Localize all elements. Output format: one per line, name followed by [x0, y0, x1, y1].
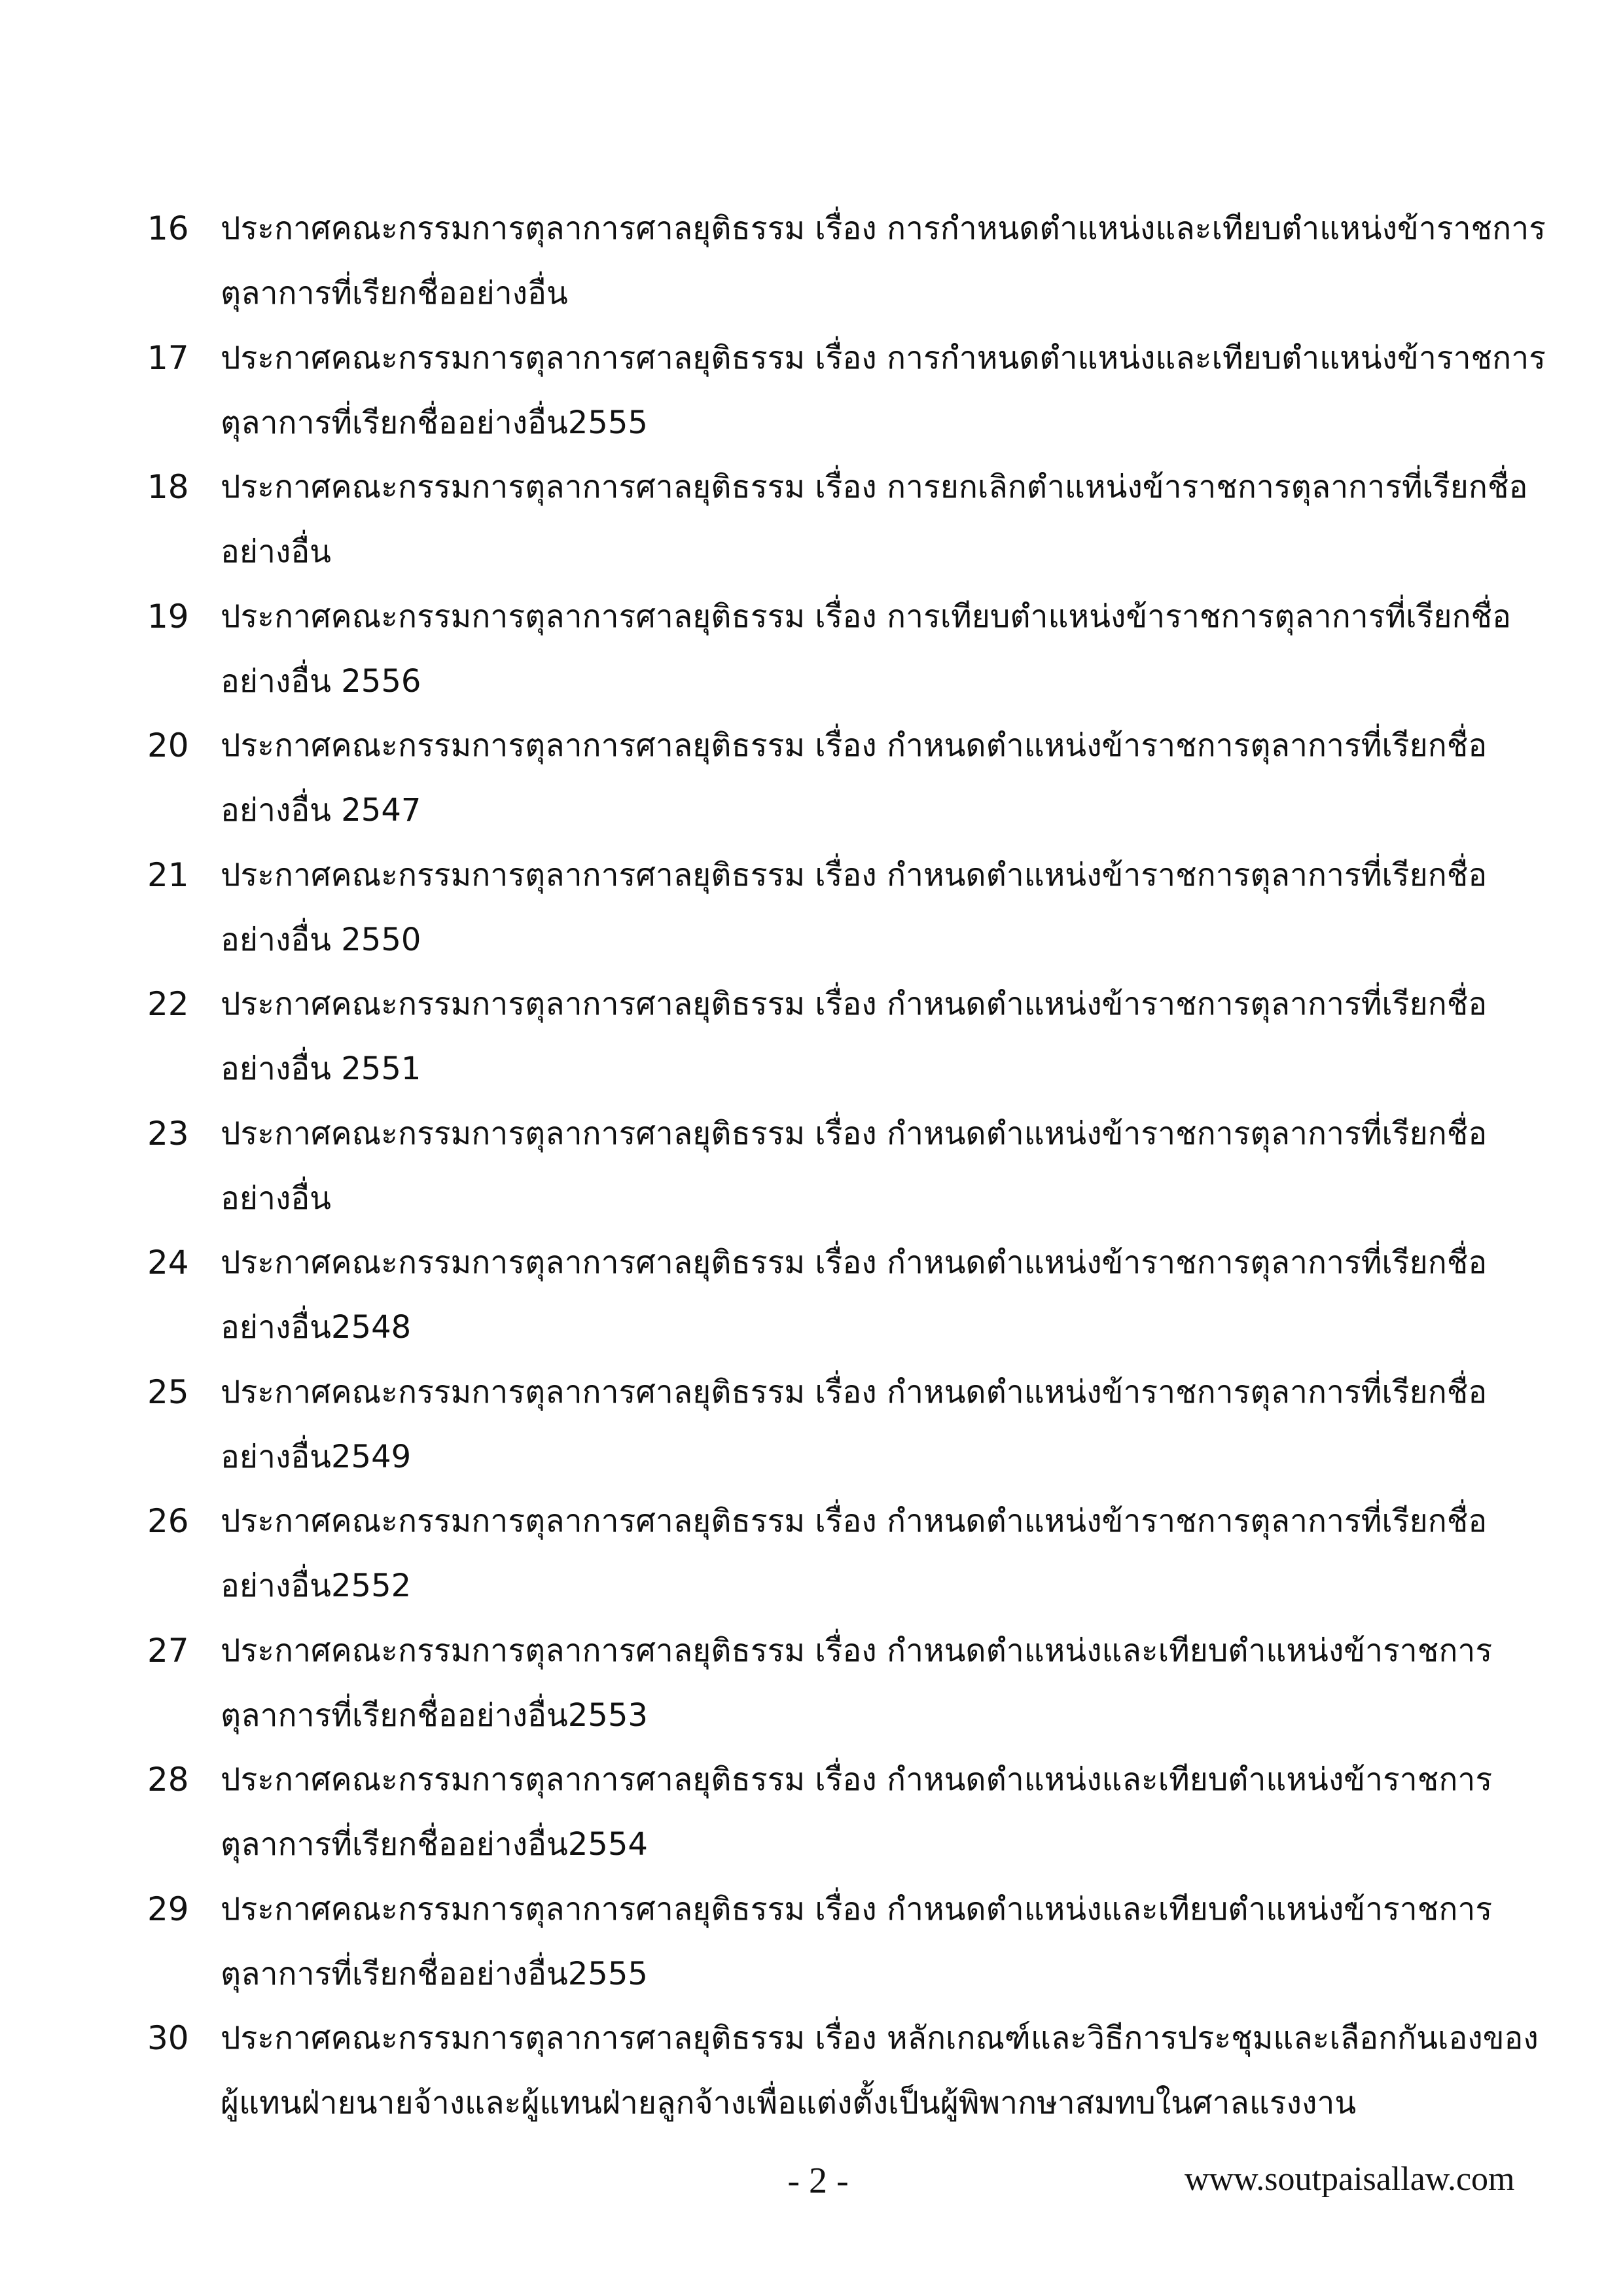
item-title-line2: อย่างอื่น2548 [221, 1309, 412, 1346]
item-number: 20 [147, 726, 189, 764]
item-title [221, 1230, 1529, 1360]
item-title [221, 713, 1529, 843]
item-number: 30 [147, 2019, 189, 2057]
item-title-line1: ประกาศคณะกรรมการตุลาการศาลยุติธรรม เรื่อง กำหนดตำแหน่งและเทียบตำแหน่งข้าราชการ [221, 1632, 1493, 1669]
item-number: 18 [147, 468, 189, 506]
item-title [221, 843, 1529, 973]
item-title-line2: ตุลาการที่เรียกชื่ออย่างอื่น2553 [221, 1696, 648, 1734]
item-title [221, 196, 1546, 326]
item-number: 16 [147, 209, 189, 247]
item-title-line2: อย่างอื่น 2550 [221, 921, 421, 958]
item-title-line1: ประกาศคณะกรรมการตุลาการศาลยุติธรรม เรื่อง การกำหนดตำแหน่งและเทียบตำแหน่งข้าราชการ [221, 210, 1546, 247]
item-title-line1: ประกาศคณะกรรมการตุลาการศาลยุติธรรม เรื่อง กำหนดตำแหน่งข้าราชการตุลาการที่เรียกชื่อ [221, 1244, 1488, 1281]
item-title-line1: ประกาศคณะกรรมการตุลาการศาลยุติธรรม เรื่อง กำหนดตำแหน่งข้าราชการตุลาการที่เรียกชื่อ [221, 1115, 1488, 1152]
item-number: 29 [147, 1890, 189, 1928]
item-title-line1: ประกาศคณะกรรมการตุลาการศาลยุติธรรม เรื่อง หลักเกณฑ์และวิธีการประชุมและเลือกกันเองของ [221, 2020, 1539, 2056]
item-title [221, 1748, 1529, 1877]
item-title-line1: ประกาศคณะกรรมการตุลาการศาลยุติธรรม เรื่อง การเทียบตำแหน่งข้าราชการตุลาการที่เรียกชื่อ [221, 598, 1511, 635]
item-title-line1: ประกาศคณะกรรมการตุลาการศาลยุติธรรม เรื่อง การกำหนดตำแหน่งและเทียบตำแหน่งข้าราชการ [221, 339, 1546, 376]
item-title-line2: อย่างอื่น2552 [221, 1568, 412, 1604]
item-title [221, 1360, 1529, 1490]
item-title-line1: ประกาศคณะกรรมการตุลาการศาลยุติธรรม เรื่อง กำหนดตำแหน่งและเทียบตำแหน่งข้าราชการ [221, 1890, 1493, 1928]
item-title-line2: ตุลาการที่เรียกชื่ออย่างอื่น2555 [221, 1955, 648, 1992]
item-title [221, 972, 1529, 1102]
item-title-line2: อย่างอื่น [221, 1179, 331, 1217]
page-number: - 2 - [787, 2161, 849, 2201]
item-title-line1: ประกาศคณะกรรมการตุลาการศาลยุติธรรม เรื่อง การยกเลิกตำแหน่งข้าราชการตุลาการที่เรียกชื่อ [221, 469, 1528, 505]
item-title-line2: อย่างอื่น 2547 [221, 792, 421, 829]
item-number: 25 [147, 1372, 189, 1411]
item-title-line2: ตุลาการที่เรียกชื่ออย่างอื่น2555 [221, 404, 648, 441]
item-number: 28 [147, 1761, 189, 1799]
item-number: 27 [147, 1631, 189, 1670]
item-title [221, 1877, 1529, 2007]
item-title [221, 584, 1529, 714]
item-title-line2: อย่างอื่น 2556 [221, 662, 421, 700]
footer-website: www.soutpaisallaw.com [1185, 2161, 1515, 2198]
item-title-line2: ผู้แทนฝ่ายนายจ้างและผู้แทนฝ่ายลูกจ้างเพื่อแต่งตั้งเป็นผู้พิพากษาสมทบในศาลแรงงาน [221, 2085, 1357, 2121]
item-number: 17 [147, 338, 189, 377]
item-title [221, 455, 1529, 584]
item-title [221, 326, 1546, 456]
item-number: 24 [147, 1244, 189, 1282]
item-title-line1: ประกาศคณะกรรมการตุลาการศาลยุติธรรม เรื่อง กำหนดตำแหน่งข้าราชการตุลาการที่เรียกชื่อ [221, 986, 1488, 1022]
item-title-line2: อย่างอื่น2549 [221, 1438, 412, 1475]
item-title [221, 1619, 1529, 1748]
item-title-line2: อย่างอื่น [221, 533, 331, 570]
item-number: 23 [147, 1114, 189, 1153]
item-title-line1: ประกาศคณะกรรมการตุลาการศาลยุติธรรม เรื่อง กำหนดตำแหน่งข้าราชการตุลาการที่เรียกชื่อ [221, 1503, 1488, 1539]
item-title-line1: ประกาศคณะกรรมการตุลาการศาลยุติธรรม เรื่อง กำหนดตำแหน่งข้าราชการตุลาการที่เรียกชื่อ [221, 727, 1488, 764]
item-number: 21 [147, 855, 189, 894]
item-title [221, 1102, 1529, 1231]
item-title-line1: ประกาศคณะกรรมการตุลาการศาลยุติธรรม เรื่อง กำหนดตำแหน่งข้าราชการตุลาการที่เรียกชื่อ [221, 856, 1488, 893]
item-title [221, 1489, 1529, 1619]
item-title [221, 2006, 1539, 2136]
item-number: 26 [147, 1502, 189, 1540]
item-title-line1: ประกาศคณะกรรมการตุลาการศาลยุติธรรม เรื่อง กำหนดตำแหน่งและเทียบตำแหน่งข้าราชการ [221, 1761, 1493, 1798]
item-title-line2: อย่างอื่น 2551 [221, 1050, 421, 1087]
item-title-line1: ประกาศคณะกรรมการตุลาการศาลยุติธรรม เรื่อง กำหนดตำแหน่งข้าราชการตุลาการที่เรียกชื่อ [221, 1373, 1488, 1410]
item-title-line2: ตุลาการที่เรียกชื่ออย่างอื่น [221, 275, 568, 312]
item-title-line2: ตุลาการที่เรียกชื่ออย่างอื่น2554 [221, 1826, 648, 1863]
item-number: 19 [147, 597, 189, 636]
item-number: 22 [147, 985, 189, 1023]
